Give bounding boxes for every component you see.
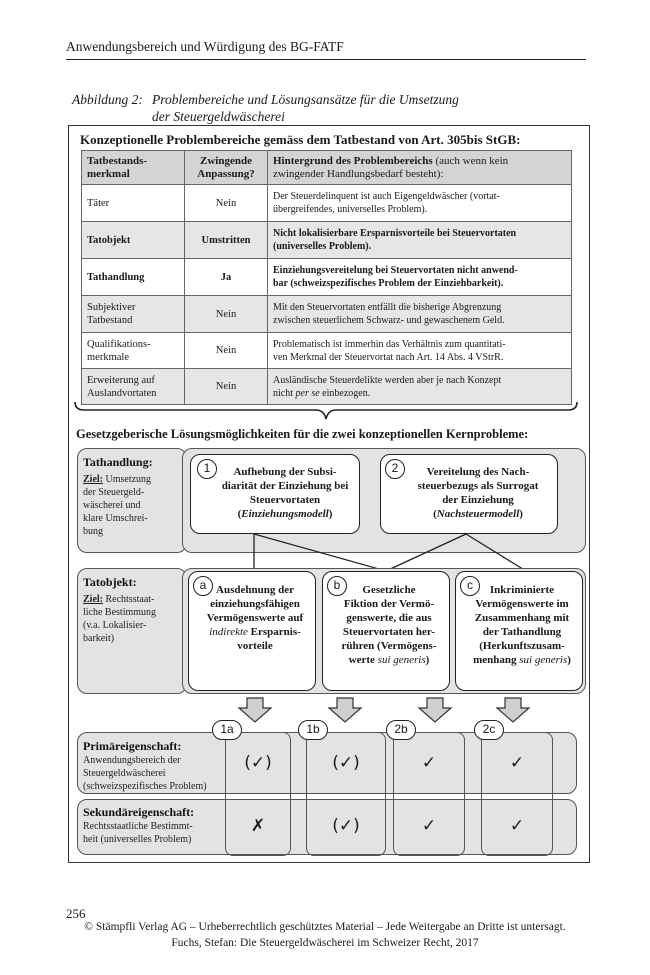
check-icon: (✓) bbox=[244, 753, 272, 773]
check-icon: (✓) bbox=[332, 816, 360, 836]
figure-caption bbox=[72, 91, 459, 125]
table-header-row bbox=[82, 151, 572, 185]
row-hintergrund: Einziehungsvereitelung bei Steuervortaten nicht anwend- bar (schweizspezifisches Problem der Einziehbarkeit). bbox=[268, 259, 572, 296]
row-anpassung: Ja bbox=[185, 259, 268, 296]
check-icon: ✓ bbox=[421, 816, 437, 836]
row-anpassung: Nein bbox=[185, 296, 268, 333]
citation: Fuchs, Stefan: Die Steuergeldwäscherei im Schweizer Recht, 2017 bbox=[171, 937, 479, 949]
row-merkmal: Täter bbox=[82, 185, 185, 222]
arrow-down-icon bbox=[239, 698, 271, 722]
row-hintergrund: Nicht lokalisierbare Ersparnisvorteile bei Steuervortaten (universelles Problem). bbox=[268, 222, 572, 259]
row-anpassung: Nein bbox=[185, 333, 268, 369]
arrow-down-icon bbox=[329, 698, 361, 722]
row-anpassung: Nein bbox=[185, 369, 268, 405]
check-icon: ✓ bbox=[509, 816, 525, 836]
arrow-down-icon bbox=[497, 698, 529, 722]
row-anpassung: Nein bbox=[185, 185, 268, 222]
header-hintergrund: Hintergrund des Problembereichs (auch wenn kein zwingender Handlungsbedarf besteht): bbox=[268, 151, 572, 185]
column-label-1a: 1a bbox=[212, 720, 242, 740]
table-row bbox=[82, 259, 572, 296]
row-hintergrund: Problematisch ist immerhin das Verhältnis zum quantitati- ven Merkmal der Steuervortat nach Art. 14 Abs. 4 VStrR. bbox=[268, 333, 572, 369]
table-row bbox=[82, 185, 572, 222]
table-row bbox=[82, 296, 572, 333]
option-1-text: Aufhebung der Subsi- diarität der Einziehung bei Steuervortaten (Einziehungsmodell) bbox=[221, 466, 349, 520]
option-b-number: b bbox=[327, 576, 347, 596]
row-hintergrund: Der Steuerdelinquent ist auch Eigengeldwäscher (vortat- übergreifendes, universelles Problem). bbox=[268, 185, 572, 222]
row-anpassung: Umstritten bbox=[185, 222, 268, 259]
row-hintergrund: Ausländische Steuerdelikte werden aber je nach Konzept nicht per se einbezogen. bbox=[268, 369, 572, 405]
check-icon: ✓ bbox=[421, 753, 437, 773]
cross-icon: ✗ bbox=[250, 816, 266, 836]
header-merkmal: Tatbestands- merkmal bbox=[82, 151, 185, 185]
option-c-number: c bbox=[460, 576, 480, 596]
column-strip-2b bbox=[393, 732, 465, 856]
copyright-notice: © Stämpfli Verlag AG – Urheberrechtlich geschütztes Material – Jede Weitergabe an Dritte ist untersagt. bbox=[84, 921, 566, 933]
option-c-text: Inkriminierte Vermögenswerte im Zusammenhang mit der Tathandlung (Herkunftszusam- menhang sui generis) bbox=[473, 584, 571, 666]
option-2-text: Vereitelung des Nach- steuerbezugs als Surrogat der Einziehung (Nachsteuermodell) bbox=[417, 466, 539, 520]
check-icon: (✓) bbox=[332, 753, 360, 773]
option-b-text: Gesetzliche Fiktion der Vermö- genswerte, die aus Steuervortaten her- rühren (Vermögens- werte sui generis) bbox=[341, 584, 437, 666]
header-rule bbox=[66, 59, 586, 60]
column-label-2c: 2c bbox=[474, 720, 504, 740]
caption-line-2: der Steuergeldwäscherei bbox=[152, 109, 285, 124]
solutions-section-title: Gesetzgeberische Lösungsmöglichkeiten für die zwei konzeptionellen Kernprobleme: bbox=[76, 427, 529, 441]
problem-section-title: Konzeptionelle Problembereiche gemäss dem Tatbestand von Art. 305bis StGB: bbox=[80, 132, 521, 147]
arrow-down-icon bbox=[419, 698, 451, 722]
caption-line-1: Problembereiche und Lösungsansätze für die Umsetzung bbox=[152, 92, 459, 107]
table-row bbox=[82, 333, 572, 369]
figure-number: Abbildung 2: bbox=[72, 92, 143, 107]
tathandlung-label: Tathandlung: Ziel: Umsetzung der Steuergeld- wäscherei und klare Umschrei- bung bbox=[83, 455, 153, 537]
row-merkmal: Tatobjekt bbox=[82, 222, 185, 259]
row-merkmal: Erweiterung auf Auslandvortaten bbox=[82, 369, 185, 405]
column-strip-2c bbox=[481, 732, 553, 856]
header-anpassung: Zwingende Anpassung? bbox=[185, 151, 268, 185]
page-number: 256 bbox=[66, 906, 86, 921]
row-merkmal: Subjektiver Tatbestand bbox=[82, 296, 185, 333]
secondary-label: Sekundäreigenschaft: Rechtsstaatliche Bestimmt- heit (universelles Problem) bbox=[83, 805, 195, 845]
row-merkmal: Tathandlung bbox=[82, 259, 185, 296]
primary-label: Primäreigenschaft: Anwendungsbereich der Steuergeldwäscherei (schweizspezifisches Problem) bbox=[83, 739, 207, 792]
row-hintergrund: Mit den Steuervortaten entfällt die bisherige Abgrenzung zwischen steuerlichem Schwarz- und gewaschenem Geld. bbox=[268, 296, 572, 333]
row-merkmal: Qualifikations- merkmale bbox=[82, 333, 185, 369]
option-a-text: Ausdehnung der einziehungsfähigen Vermögenswerte auf indirekte Ersparnis- vorteile bbox=[206, 584, 304, 652]
column-label-1b: 1b bbox=[298, 720, 328, 740]
table-row bbox=[82, 222, 572, 259]
problem-table bbox=[81, 150, 572, 405]
column-strip-1b bbox=[306, 732, 386, 856]
column-strip-1a bbox=[225, 732, 291, 856]
curly-brace bbox=[72, 400, 580, 422]
running-head: Anwendungsbereich und Würdigung des BG-FATF bbox=[66, 39, 344, 54]
tatobjekt-label: Tatobjekt: Ziel: Rechtsstaat- liche Bestimmung (v.a. Lokalisier- barkeit) bbox=[83, 575, 157, 644]
check-icon: ✓ bbox=[509, 753, 525, 773]
option-2-number: 2 bbox=[385, 459, 405, 479]
option-a-number: a bbox=[193, 576, 213, 596]
option-1-number: 1 bbox=[197, 459, 217, 479]
column-label-2b: 2b bbox=[386, 720, 416, 740]
